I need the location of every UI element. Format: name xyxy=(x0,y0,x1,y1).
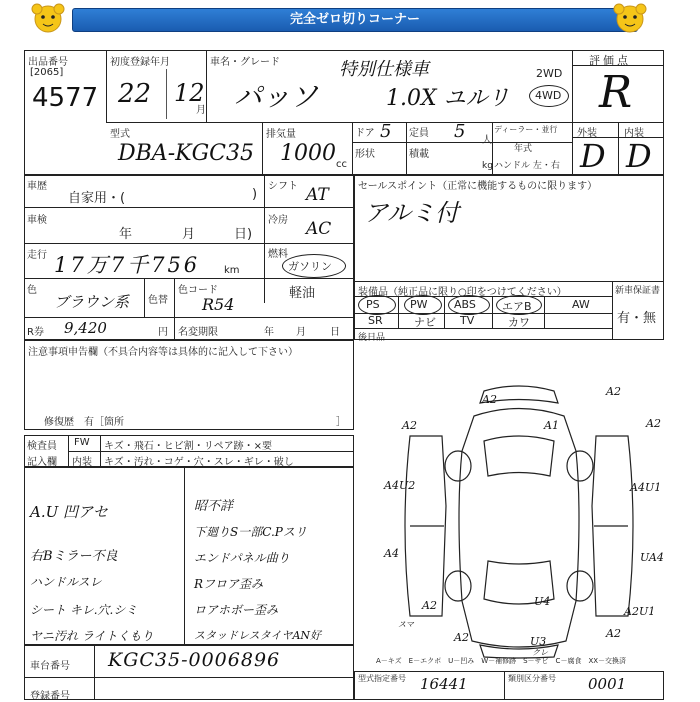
name-change-year: 年 xyxy=(264,327,274,338)
mileage-unit: km xyxy=(224,265,240,276)
equip-abs: ABS xyxy=(454,298,476,311)
mark-4: A2 xyxy=(646,417,661,430)
capacity-value: 5 xyxy=(454,121,466,142)
equip-leather: カワ xyxy=(508,316,530,329)
mileage-label: 走行 xyxy=(27,250,47,261)
capacity-label: 定員 xyxy=(409,128,429,139)
notes-label: 注意事項申告欄（不具合内容等は具体的に記入して下さい） xyxy=(28,347,298,358)
capacity-unit: 人 xyxy=(482,135,492,146)
rating-value: R xyxy=(599,67,633,118)
damage-legend: A－キズ E－エクボ U－凹み W－補修跡 S－サビ C－腐食 XX－交換済 xyxy=(376,657,627,665)
class-label: 類別区分番号 xyxy=(508,674,556,683)
inspection-month: 月 xyxy=(182,227,196,242)
interior-label: 内装 xyxy=(624,128,644,139)
interior-check-items: キズ・汚れ・コゲ・穴・スレ・ギレ・破し xyxy=(104,457,294,468)
lot-number: 4577 xyxy=(32,83,99,113)
color-code-label: 色コード xyxy=(178,285,218,296)
recycle-unit: 円 xyxy=(158,327,168,338)
mark-0: A2 xyxy=(482,393,497,406)
equip-pw: PW xyxy=(410,298,428,311)
car-name-label: 車名・グレード xyxy=(210,57,280,68)
mark-13: U3 xyxy=(530,635,547,648)
mark-1: A2 xyxy=(606,385,621,398)
remark-right-3: Rフロア歪み xyxy=(194,577,264,591)
load-unit: kg xyxy=(482,161,493,171)
remark-right-2: エンドパネル曲り xyxy=(194,551,290,565)
mark-7: A4 xyxy=(384,547,399,560)
shift-label: シフト xyxy=(268,181,298,192)
remark-right-1: 下廻りS一部C.Pスリ xyxy=(194,525,307,539)
mascot-icon xyxy=(28,2,68,36)
header-banner xyxy=(0,0,700,38)
car-damage-diagram xyxy=(354,341,664,659)
usage-label: 車歴 xyxy=(27,181,47,192)
drive-4wd: 4WD xyxy=(535,89,562,102)
rating-label: 評価点 xyxy=(589,54,631,67)
shift-value: AT xyxy=(306,185,329,205)
remark-left-2: ハンドルスレ xyxy=(30,575,102,589)
model-value: DBA-KGC35 xyxy=(118,141,254,166)
displacement-value: 1000 xyxy=(280,141,336,166)
color-label: 色 xyxy=(27,285,37,296)
equip-tv: TV xyxy=(460,314,475,327)
fw-items: キズ・飛石・ヒビ割・リペア跡・×要 xyxy=(104,441,272,452)
displacement-label: 排気量 xyxy=(266,129,296,140)
equip-aw: AW xyxy=(572,298,590,311)
equip-navi: ナビ xyxy=(414,316,436,329)
recycle-label: R券 xyxy=(27,327,44,338)
remark-right-0: 昭不詳 xyxy=(194,499,234,514)
aircon-value: AC xyxy=(306,219,332,239)
drive-2wd: 2WD xyxy=(536,67,563,80)
chassis-label: 車台番号 xyxy=(30,661,70,672)
remark-right-5: スタッドレスタイヤAN好 xyxy=(194,629,322,642)
color-change-label: 色替 xyxy=(148,295,168,306)
load-label: 積載 xyxy=(409,149,429,160)
remark-left-0: A.U 凹アセ xyxy=(30,503,108,521)
remark-left-4: ヤニ汚れ ライトくもり xyxy=(30,629,154,643)
warranty-value: 有・無 xyxy=(617,311,657,326)
dealer-label: ディーラー・並行 xyxy=(494,125,558,134)
mark-6: A4U1 xyxy=(630,481,662,494)
mileage-value: 17万7千756 xyxy=(54,253,201,277)
repair-history: 修復歴 有［箇所 xyxy=(44,417,124,428)
car-name: パッソ xyxy=(234,80,319,113)
inspection-day: 日) xyxy=(234,227,253,242)
first-reg-year: 22 xyxy=(118,79,152,109)
color-value: ブラウン系 xyxy=(54,293,130,311)
name-change-month: 月 xyxy=(296,327,306,338)
after-items-label: 後日品 xyxy=(358,333,386,343)
car-spec: 特別仕様車 xyxy=(339,59,429,80)
lot-sub: [2065] xyxy=(30,67,64,78)
repair-close: ］ xyxy=(336,417,346,428)
remark-left-1: 右Bミラー不良 xyxy=(30,549,118,564)
equipment-label: 装備品（純正品に限り○印をつけてください） xyxy=(358,287,567,298)
displacement-unit: cc xyxy=(336,159,347,170)
name-change-day: 日 xyxy=(330,327,340,338)
auction-sheet xyxy=(24,45,664,700)
lot-label: 出品番号 xyxy=(28,57,68,68)
shape-label: 形状 xyxy=(355,149,375,160)
cert-value: 16441 xyxy=(420,675,468,693)
year-label: 年式 xyxy=(514,144,533,154)
mark-9: A2 xyxy=(422,599,437,612)
fuel-value: ガソリン xyxy=(288,260,332,273)
month-unit: 月 xyxy=(196,105,206,116)
fw-label: FW xyxy=(74,437,90,448)
selling-points-value: アルミ付 xyxy=(364,199,460,227)
equip-ps: PS xyxy=(366,298,380,311)
doors-label: ドア xyxy=(355,128,375,139)
entry-label: 記入欄 xyxy=(27,457,57,468)
interior-value: D xyxy=(626,137,652,175)
mascot-icon xyxy=(610,2,650,36)
recycle-value: 9,420 xyxy=(64,319,107,337)
inspector-label: 検査員 xyxy=(27,441,57,452)
class-value: 0001 xyxy=(588,675,627,693)
mark-5: A4U2 xyxy=(384,479,416,492)
remark-right-4: ロアホボー歪み xyxy=(194,603,279,617)
mark-extra-0: クレ xyxy=(532,648,548,657)
cert-label: 型式指定番号 xyxy=(358,674,406,683)
mark-extra-1: スマ xyxy=(398,620,414,629)
remark-left-3: シート キレ.穴.シミ xyxy=(30,603,138,617)
first-reg-month: 12 xyxy=(174,79,205,107)
mark-12: A2 xyxy=(454,631,469,644)
usage-value: 自家用・( xyxy=(68,191,126,206)
doors-value: 5 xyxy=(380,121,392,142)
handle-label: ハンドル 左・右 xyxy=(494,161,560,171)
mark-3: A1 xyxy=(544,419,559,432)
reg-no-label: 登録番号 xyxy=(30,691,70,702)
inspection-label: 車検 xyxy=(27,215,47,226)
equip-sr: SR xyxy=(368,314,383,327)
interior-check-label: 内装 xyxy=(72,457,92,468)
inspection-year: 年 xyxy=(119,227,133,242)
banner-title: 完全ゼロ切りコーナー xyxy=(72,8,638,32)
fuel-alt: 軽油 xyxy=(289,286,316,301)
warranty-label: 新車保証書 xyxy=(615,286,661,296)
mark-8: UA4 xyxy=(640,551,664,564)
exterior-value: D xyxy=(580,137,606,175)
first-reg-label: 初度登録年月 xyxy=(110,57,170,68)
selling-points-label: セールスポイント（正常に機能するものに限ります） xyxy=(358,181,598,192)
equip-airbag: エアB xyxy=(502,300,532,313)
chassis-value: KGC35-0006896 xyxy=(108,649,281,671)
mark-10: A2U1 xyxy=(624,605,656,618)
mark-2: A2 xyxy=(402,419,417,432)
aircon-label: 冷房 xyxy=(268,215,288,226)
exterior-label: 外装 xyxy=(577,128,597,139)
usage-close: ) xyxy=(252,187,258,202)
mark-14: A2 xyxy=(606,627,621,640)
car-grade: 1.0X ユルリ xyxy=(386,86,510,111)
fuel-label: 燃料 xyxy=(268,249,288,260)
name-change-label: 名変期限 xyxy=(178,327,218,338)
color-code-value: R54 xyxy=(202,295,235,314)
mark-11: U4 xyxy=(534,595,551,608)
model-label: 型式 xyxy=(110,129,130,140)
